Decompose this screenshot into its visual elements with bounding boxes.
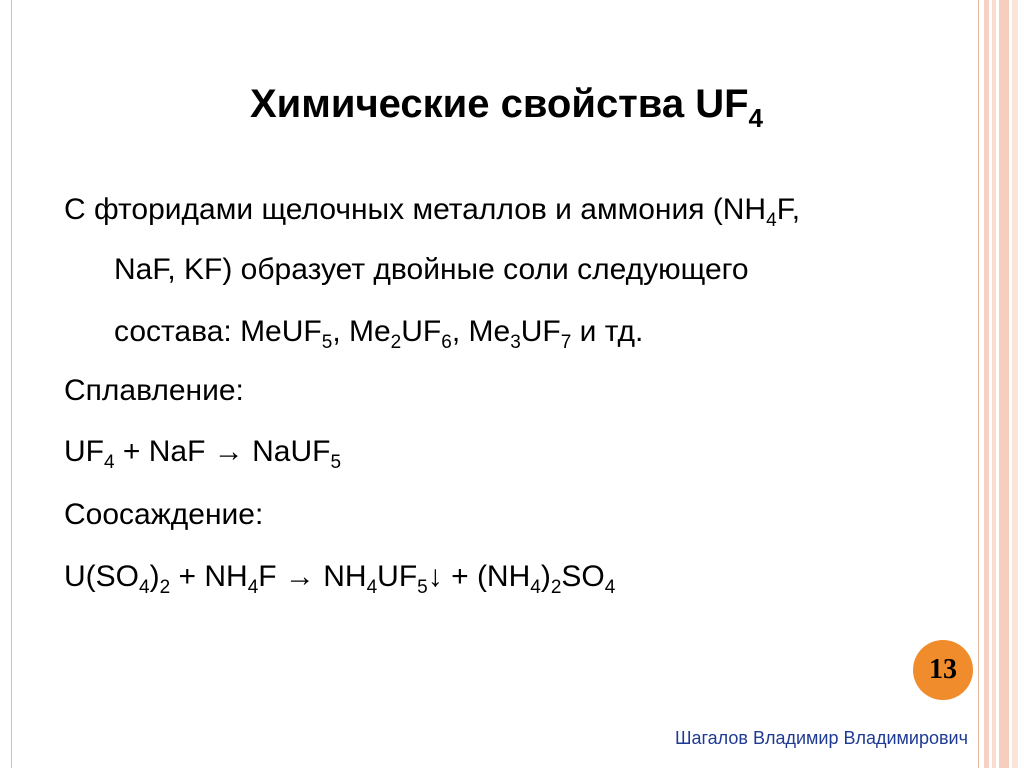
text-fragment: )	[149, 560, 160, 593]
text-fragment: + NH	[170, 560, 248, 593]
slide-title	[250, 80, 763, 133]
text-line-fluorides	[64, 192, 801, 231]
decor-stripe	[999, 0, 1009, 768]
text-fragment: состава: MeUF	[114, 315, 322, 348]
subscript: 5	[417, 577, 428, 598]
text-line-composition	[114, 314, 644, 353]
text-fragment: )	[540, 560, 551, 593]
subscript: 3	[510, 332, 521, 353]
subscript: 5	[330, 452, 342, 473]
text-fragment: U(SO	[64, 560, 139, 593]
title-text: Химические свойства UF	[250, 82, 749, 126]
subscript: 5	[321, 332, 333, 353]
text-line-coprecipitation-heading	[64, 497, 263, 533]
equation-fusion	[64, 434, 342, 473]
subscript: 4	[247, 577, 259, 598]
equation-coprecipitation	[64, 559, 616, 598]
decor-stripe	[984, 0, 989, 768]
subscript: 2	[159, 577, 171, 598]
subscript: 2	[390, 332, 402, 353]
page-number-badge: 13	[913, 640, 973, 700]
subscript: 4	[139, 577, 150, 598]
text-fragment: F → NH	[258, 560, 367, 593]
text-fragment: UF	[377, 560, 418, 593]
author-footer: Шагалов Владимир Владимирович	[674, 728, 968, 748]
decor-stripe	[992, 0, 996, 768]
text-fragment: Соосаждение:	[64, 498, 264, 531]
text-fragment: UF	[64, 435, 104, 468]
decor-stripe	[1012, 0, 1018, 768]
subscript: 4	[604, 577, 616, 598]
subscript: 2	[550, 577, 562, 598]
subscript: 6	[441, 332, 452, 353]
subscript: 4	[366, 577, 378, 598]
subscript: 4	[104, 452, 115, 473]
subscript: 4	[530, 577, 541, 598]
subscript: 7	[560, 332, 572, 353]
text-fragment: ↓ + (NH	[427, 560, 531, 593]
text-line-salts	[114, 252, 749, 288]
text-fragment: и тд.	[571, 315, 644, 348]
text-fragment: С фторидами щелочных металлов и аммония (NH	[64, 193, 767, 226]
subscript: 4	[766, 210, 777, 231]
text-line-fusion-heading	[64, 373, 244, 409]
text-fragment: UF	[520, 315, 561, 348]
text-fragment: , Me	[332, 315, 391, 348]
text-fragment: + NaF → NaUF	[114, 435, 331, 468]
text-fragment: , Me	[451, 315, 511, 348]
text-fragment: F,	[776, 193, 801, 226]
text-fragment: NaF, KF) образует двойные соли следующего	[114, 253, 749, 286]
text-fragment: UF	[401, 315, 442, 348]
text-fragment: Сплавление:	[64, 374, 244, 407]
text-fragment: SO	[561, 560, 605, 593]
title-subscript: 4	[748, 103, 763, 133]
